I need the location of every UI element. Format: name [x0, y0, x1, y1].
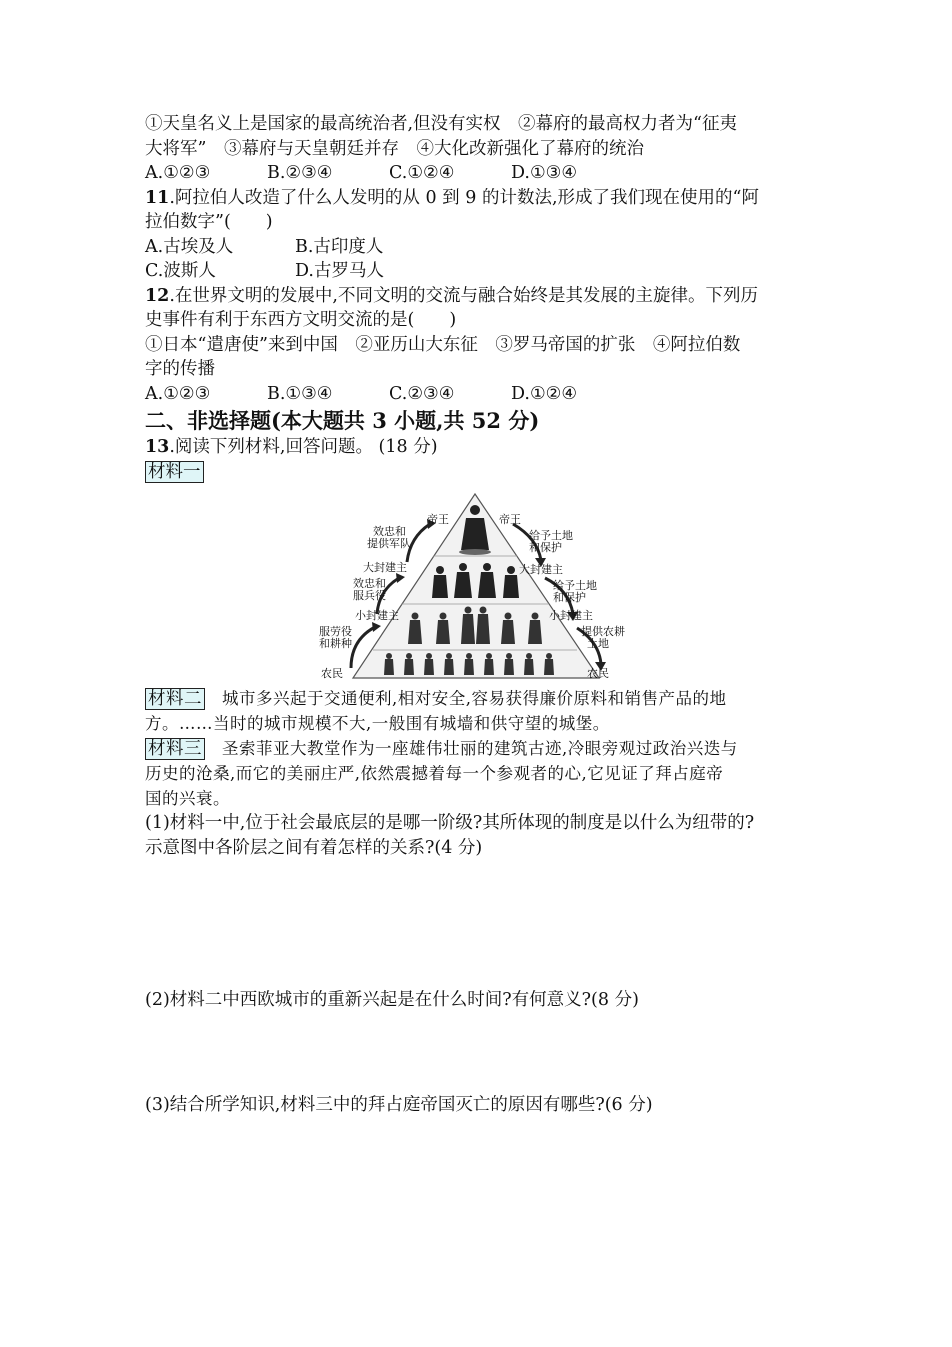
subquestion-1-line2: 示意图中各阶层之间有着怎样的关系?(4 分) — [145, 837, 483, 858]
label-land-protect-3: 给予土地 — [553, 579, 597, 592]
q10-statement-line2: 大将军” ③幕府与天皇朝廷并存 ④大化改新强化了幕府的统治 — [145, 138, 644, 159]
label-loyalty-army-1: 效忠和 — [373, 525, 406, 538]
label-king-right: 帝王 — [499, 513, 521, 526]
label-farmland-1: 提供农耕 — [581, 625, 625, 638]
q11-options-row2 — [145, 259, 815, 284]
q12-option-a: A.①②③ — [145, 383, 211, 404]
material-1-tag: 材料一 — [145, 461, 204, 483]
label-lesser-lord-left: 小封建主 — [355, 609, 399, 622]
label-peasant-left: 农民 — [321, 667, 343, 680]
q11-option-d: D.古罗马人 — [295, 261, 384, 281]
q10-options — [145, 161, 815, 186]
answer-space-3[interactable] — [145, 1117, 815, 1197]
material-3-text-1: 圣索菲亚大教堂作为一座雄伟壮丽的建筑古迹,冷眼旁观过政治兴迭与 — [205, 739, 738, 758]
q10-statement-line1: ①天皇名义上是国家的最高统治者,但没有实权 ②幕府的最高权力者为“征夷 — [145, 114, 738, 134]
answer-space-2[interactable] — [145, 1013, 815, 1093]
label-lesser-lord-right: 小封建主 — [549, 609, 593, 622]
label-great-lord-right: 大封建主 — [519, 563, 563, 576]
material-3-line1 — [145, 736, 815, 761]
feudal-pyramid-figure — [315, 492, 635, 682]
q11-option-a: A.古埃及人 — [145, 236, 234, 257]
q10-option-c: C.①②④ — [389, 163, 455, 183]
material-2-line1 — [145, 686, 815, 711]
q12-stem-line1 — [145, 284, 815, 309]
q12-stem-line2: 史事件有利于东西方文明交流的是( ) — [145, 310, 457, 330]
subquestion-1-line1: (1)材料一中,位于社会最底层的是哪一阶级?其所体现的制度是以什么为纽带的? — [145, 813, 755, 833]
q10-option-b: B.②③④ — [267, 163, 333, 183]
label-loyalty-army-2: 提供军队 — [367, 537, 411, 550]
q10-option-d: D.①③④ — [511, 163, 578, 183]
answer-space-1[interactable] — [145, 860, 815, 988]
q13-number: 13 — [145, 437, 170, 457]
q11-stem-line2: 拉伯数字”( ) — [145, 212, 273, 232]
q12-statement-line2: 字的传播 — [145, 359, 215, 379]
q11-option-b: B.古印度人 — [295, 236, 384, 257]
q12-option-c: C.②③④ — [389, 383, 455, 404]
q12-option-d: D.①②④ — [511, 383, 578, 404]
q10-option-a: A.①②③ — [145, 163, 211, 183]
q11-options-row1 — [145, 235, 815, 260]
material-1-row — [145, 460, 815, 485]
label-great-lord-left: 大封建主 — [363, 561, 407, 574]
q12-stem-text: .在世界文明的发展中,不同文明的交流与融合始终是其发展的主旋律。下列历 — [169, 285, 758, 306]
material-3-line3: 国的兴衰。 — [145, 789, 230, 808]
material-3-line2: 历史的沧桑,而它的美丽庄严,依然震撼着每一个参观者的心,它见证了拜占庭帝 — [145, 764, 724, 783]
worksheet — [145, 112, 815, 1197]
label-farmland-2: 土地 — [587, 637, 609, 650]
label-peasant-right: 农民 — [587, 667, 609, 680]
material-2-tag: 材料二 — [145, 688, 205, 710]
label-labor-1: 服劳役 — [319, 625, 352, 638]
material-3-tag: 材料三 — [145, 738, 205, 760]
label-king-left: 帝王 — [427, 513, 449, 526]
peasant-figures — [384, 653, 554, 675]
q13-intro-text: .阅读下列材料,回答问题。 (18 分) — [169, 437, 438, 457]
q11-option-c: C.波斯人 — [145, 261, 216, 281]
q11-stem-line1 — [145, 186, 815, 211]
q11-stem-text: .阿拉伯人改造了什么人发明的从 0 到 9 的计数法,形成了我们现在使用的“阿 — [169, 187, 759, 208]
label-loyalty-service-1: 效忠和 — [353, 577, 386, 590]
q13-intro — [145, 435, 815, 460]
label-land-protect-1: 给予土地 — [529, 529, 573, 542]
material-2-text-1: 城市多兴起于交通便利,相对安全,容易获得廉价原料和销售产品的地 — [205, 689, 727, 708]
q12-options — [145, 382, 815, 407]
q12-option-b: B.①③④ — [267, 383, 333, 404]
label-land-protect-2: 和保护 — [529, 541, 562, 554]
label-land-protect-4: 和保护 — [553, 591, 586, 604]
section-title: 二、非选择题(本大题共 3 小题,共 52 分) — [145, 408, 540, 433]
label-labor-2: 和耕种 — [319, 637, 352, 650]
subquestion-3: (3)结合所学知识,材料三中的拜占庭帝国灭亡的原因有哪些?(6 分) — [145, 1094, 653, 1115]
label-loyalty-service-2: 服兵役 — [353, 589, 386, 602]
q11-number: 11 — [145, 187, 170, 208]
q12-number: 12 — [145, 285, 170, 306]
material-2-line2: 方。……当时的城市规模不大,一般围有城墙和供守望的城堡。 — [145, 714, 610, 733]
q12-statement-line1: ①日本“遣唐使”来到中国 ②亚历山大东征 ③罗马帝国的扩张 ④阿拉伯数 — [145, 334, 741, 355]
subquestion-2: (2)材料二中西欧城市的重新兴起是在什么时间?有何意义?(8 分) — [145, 990, 639, 1010]
